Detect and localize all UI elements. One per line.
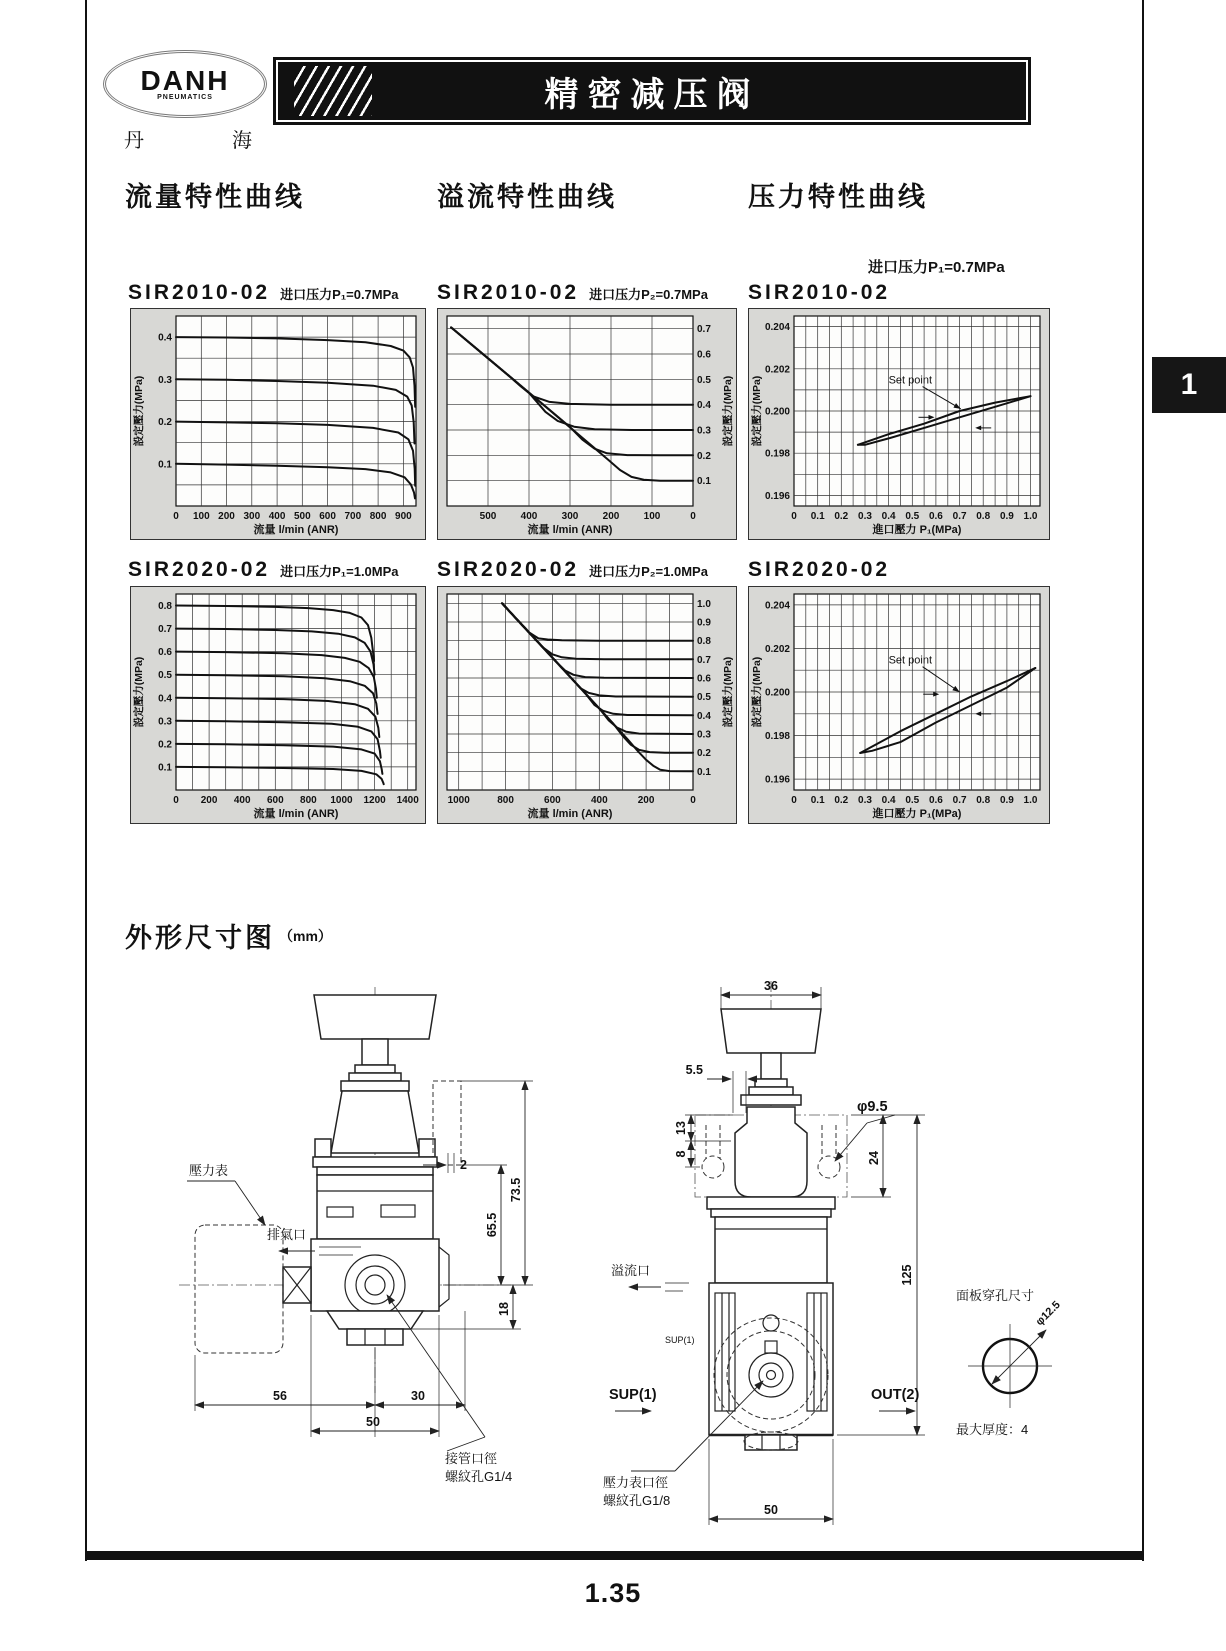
svg-text:0.3: 0.3 <box>158 716 172 728</box>
page-title-bar <box>273 57 1031 125</box>
svg-text:0.4: 0.4 <box>697 710 711 722</box>
sup-port-label: SUP(1) <box>609 1387 657 1403</box>
svg-text:0.1: 0.1 <box>158 762 172 774</box>
section-title-relief: 溢流特性曲线 <box>437 182 617 212</box>
svg-text:0.7: 0.7 <box>697 654 711 666</box>
side-view-drawing <box>595 975 940 1540</box>
footer-bar <box>85 1551 1144 1560</box>
svg-text:0: 0 <box>690 511 696 522</box>
svg-text:400: 400 <box>268 511 286 522</box>
svg-text:流量 l/min (ANR): 流量 l/min (ANR) <box>527 808 613 820</box>
knob-stem <box>362 1039 388 1065</box>
svg-text:進口壓力 P₁(MPa): 進口壓力 P₁(MPa) <box>872 808 962 820</box>
svg-text:0.1: 0.1 <box>810 511 825 522</box>
svg-text:0.7: 0.7 <box>952 511 967 522</box>
dimensions-section-title: 外形尺寸图 （mm） <box>125 923 332 953</box>
panel-hole-detail <box>948 1282 1148 1447</box>
title-stripes-decoration <box>294 66 372 116</box>
dim-125: 125 <box>900 1264 914 1286</box>
mounting-plate-dashed <box>433 1081 461 1165</box>
svg-text:Set point: Set point <box>888 374 933 387</box>
dim-30: 30 <box>411 1389 425 1403</box>
front-view-drawing <box>165 985 585 1535</box>
left-page-rule <box>85 0 87 1561</box>
svg-text:0.8: 0.8 <box>158 601 172 612</box>
svg-text:600: 600 <box>319 511 336 522</box>
dim-2: 2 <box>460 1158 467 1172</box>
dim-8: 8 <box>674 1150 688 1158</box>
svg-text:1.0: 1.0 <box>1023 795 1038 806</box>
svg-text:1000: 1000 <box>330 795 353 806</box>
svg-text:800: 800 <box>300 795 317 806</box>
page-title-inner <box>276 60 1028 122</box>
gauge-port-label-2: 螺紋孔G1/8 <box>603 1493 671 1508</box>
svg-text:0.2: 0.2 <box>697 450 711 462</box>
svg-text:200: 200 <box>200 795 218 806</box>
condition-line: 进口压力P₁=0.7MPa <box>868 259 1005 276</box>
chart-title-sir2020-relief: SIR2020-02 进口压力P₂=1.0MPa <box>437 558 708 581</box>
svg-text:700: 700 <box>344 511 362 522</box>
svg-text:300: 300 <box>243 511 261 522</box>
svg-text:設定壓力(MPa): 設定壓力(MPa) <box>133 656 145 728</box>
svg-text:0.204: 0.204 <box>764 322 790 334</box>
dim-5-5: 5.5 <box>685 1063 703 1077</box>
page-title: 精密减压阀 <box>544 75 760 114</box>
chart-sir2020-pressure <box>748 586 1050 824</box>
svg-text:0.6: 0.6 <box>158 647 172 659</box>
svg-text:500: 500 <box>293 511 311 522</box>
dim-56: 56 <box>273 1389 287 1403</box>
svg-text:0: 0 <box>690 795 696 806</box>
port-size-label-1: 接管口徑 <box>445 1451 498 1466</box>
svg-text:1.0: 1.0 <box>697 598 711 610</box>
chart-title-sir2010-pressure: SIR2010-02 <box>748 281 891 304</box>
chart-title-sir2010-flow: SIR2010-02 进口压力P₁=0.7MPa <box>128 281 399 304</box>
section-title-pressure: 压力特性曲线 <box>748 182 928 212</box>
mounting-bracket <box>735 1107 807 1197</box>
sup-port-small-label: SUP(1) <box>665 1335 695 1345</box>
svg-text:0: 0 <box>173 795 179 806</box>
svg-text:800: 800 <box>369 511 387 522</box>
dim-dia-9-5: φ9.5 <box>857 1099 888 1115</box>
chapter-tab <box>1152 357 1226 413</box>
svg-text:0: 0 <box>173 511 179 522</box>
svg-text:200: 200 <box>218 511 235 522</box>
dim-24: 24 <box>867 1151 881 1165</box>
svg-text:設定壓力(MPa): 設定壓力(MPa) <box>751 656 763 728</box>
svg-text:400: 400 <box>233 795 251 806</box>
svg-text:600: 600 <box>266 795 284 806</box>
svg-text:0.9: 0.9 <box>999 795 1014 806</box>
svg-text:0.200: 0.200 <box>764 406 790 418</box>
svg-text:1.0: 1.0 <box>1023 511 1038 522</box>
svg-text:0.5: 0.5 <box>697 692 711 704</box>
svg-text:0.4: 0.4 <box>158 332 172 344</box>
brand-subtitle: PNEUMATICS <box>157 93 213 101</box>
svg-text:0.5: 0.5 <box>905 795 920 806</box>
svg-text:0.1: 0.1 <box>697 766 711 778</box>
svg-text:設定壓力(MPa): 設定壓力(MPa) <box>751 375 763 447</box>
svg-text:0.2: 0.2 <box>697 748 711 760</box>
chart-title-sir2010-relief: SIR2010-02 进口压力P₂=0.7MPa <box>437 281 708 304</box>
svg-text:1200: 1200 <box>363 795 386 806</box>
adjust-knob <box>721 1009 821 1053</box>
svg-text:100: 100 <box>192 511 210 522</box>
svg-text:0.7: 0.7 <box>158 624 172 636</box>
knob-stem <box>761 1053 781 1079</box>
adjust-knob <box>314 995 436 1039</box>
svg-text:0.1: 0.1 <box>810 795 825 806</box>
dim-50: 50 <box>764 1503 778 1517</box>
svg-text:0.6: 0.6 <box>697 349 711 361</box>
svg-text:1400: 1400 <box>396 795 419 806</box>
svg-text:進口壓力 P₁(MPa): 進口壓力 P₁(MPa) <box>872 524 962 536</box>
svg-text:0.6: 0.6 <box>697 673 711 685</box>
section-title-flow: 流量特性曲线 <box>125 182 305 212</box>
svg-text:0.198: 0.198 <box>764 731 790 743</box>
chart-title-sir2020-pressure: SIR2020-02 <box>748 558 891 581</box>
dim-36: 36 <box>764 979 778 993</box>
svg-text:流量 l/min (ANR): 流量 l/min (ANR) <box>253 808 339 820</box>
svg-text:200: 200 <box>637 795 655 806</box>
svg-text:0.2: 0.2 <box>834 511 849 522</box>
gauge-label: 壓力表 <box>189 1163 229 1178</box>
pressure-gauge-dashed <box>195 1225 283 1353</box>
svg-text:0.4: 0.4 <box>697 400 711 412</box>
chart-title-sir2020-flow: SIR2020-02 进口压力P₁=1.0MPa <box>128 558 399 581</box>
chart-sir2020-relief <box>437 586 737 824</box>
svg-text:0.8: 0.8 <box>976 511 991 522</box>
svg-text:200: 200 <box>602 511 620 522</box>
svg-text:0.4: 0.4 <box>158 693 172 705</box>
svg-text:Set point: Set point <box>888 654 933 667</box>
valve-mid-body <box>715 1217 827 1283</box>
svg-text:0.3: 0.3 <box>858 795 872 806</box>
svg-text:0.2: 0.2 <box>158 417 172 429</box>
svg-text:0.3: 0.3 <box>697 729 711 741</box>
svg-text:0.202: 0.202 <box>764 643 790 655</box>
svg-text:流量 l/min (ANR): 流量 l/min (ANR) <box>527 524 613 536</box>
bracket-hole-left <box>702 1156 724 1178</box>
dim-73-5: 73.5 <box>509 1177 523 1203</box>
svg-text:0.3: 0.3 <box>158 374 172 386</box>
brand-logo <box>100 50 286 153</box>
svg-text:800: 800 <box>497 795 514 806</box>
brand-name-chinese: 丹 海 <box>124 130 286 152</box>
svg-text:0.5: 0.5 <box>697 374 711 386</box>
chart-sir2010-relief <box>437 308 737 540</box>
svg-text:0.6: 0.6 <box>928 511 943 522</box>
brand-name: DANH <box>140 64 230 96</box>
svg-text:0.7: 0.7 <box>697 324 711 336</box>
brand-logo-oval <box>103 50 267 118</box>
svg-text:600: 600 <box>544 795 561 806</box>
chapter-tab-label: 1 <box>1180 368 1198 401</box>
svg-text:0.5: 0.5 <box>905 511 920 522</box>
svg-text:設定壓力(MPa): 設定壓力(MPa) <box>722 375 734 447</box>
svg-text:0.202: 0.202 <box>764 364 790 376</box>
out-port-label: OUT(2) <box>871 1387 920 1403</box>
dim-65-5: 65.5 <box>485 1212 499 1238</box>
svg-text:0.4: 0.4 <box>881 795 896 806</box>
svg-text:0.3: 0.3 <box>697 425 711 437</box>
svg-text:500: 500 <box>479 511 497 522</box>
svg-text:設定壓力(MPa): 設定壓力(MPa) <box>133 375 145 447</box>
panel-max-thickness: 最大厚度：4 <box>956 1422 1029 1437</box>
svg-text:流量 l/min (ANR): 流量 l/min (ANR) <box>253 524 339 536</box>
page-number: 1.35 <box>584 1578 642 1608</box>
svg-text:0.8: 0.8 <box>697 636 711 648</box>
bottom-hex-nut <box>347 1329 403 1345</box>
exhaust-label: 排氣口 <box>267 1227 307 1242</box>
svg-text:1000: 1000 <box>447 795 470 806</box>
svg-text:0.8: 0.8 <box>976 795 991 806</box>
svg-text:0.4: 0.4 <box>881 511 896 522</box>
svg-text:300: 300 <box>561 511 579 522</box>
relief-port-label: 溢流口 <box>611 1263 651 1278</box>
svg-text:0.204: 0.204 <box>764 600 790 612</box>
svg-text:0.1: 0.1 <box>158 459 172 471</box>
svg-text:0.9: 0.9 <box>697 617 711 629</box>
svg-text:0.9: 0.9 <box>999 511 1014 522</box>
svg-text:400: 400 <box>520 511 538 522</box>
dim-18: 18 <box>497 1302 511 1316</box>
svg-text:設定壓力(MPa): 設定壓力(MPa) <box>722 656 734 728</box>
svg-text:0.196: 0.196 <box>764 774 790 786</box>
svg-text:0.3: 0.3 <box>858 511 872 522</box>
svg-text:0: 0 <box>791 511 797 522</box>
svg-text:0.198: 0.198 <box>764 448 790 460</box>
chart-sir2010-flow <box>130 308 426 540</box>
svg-text:900: 900 <box>395 511 412 522</box>
svg-text:100: 100 <box>643 511 661 522</box>
svg-text:0.1: 0.1 <box>697 476 711 488</box>
svg-text:0.200: 0.200 <box>764 687 790 699</box>
dim-dia-12-5: φ12.5 <box>1033 1298 1063 1329</box>
svg-text:400: 400 <box>590 795 608 806</box>
spring-bonnet <box>331 1091 419 1153</box>
svg-text:0.196: 0.196 <box>764 490 790 502</box>
svg-text:0.7: 0.7 <box>952 795 967 806</box>
chart-sir2010-pressure <box>748 308 1050 540</box>
dim-13: 13 <box>674 1121 688 1135</box>
panel-hole-title: 面板穿孔尺寸 <box>956 1288 1035 1303</box>
svg-text:0: 0 <box>791 795 797 806</box>
dim-50: 50 <box>366 1415 380 1429</box>
svg-text:0.2: 0.2 <box>158 739 172 751</box>
svg-text:0.2: 0.2 <box>834 795 849 806</box>
port-size-label-2: 螺紋孔G1/4 <box>445 1469 513 1484</box>
gauge-port-label-1: 壓力表口徑 <box>603 1475 669 1490</box>
svg-text:0.5: 0.5 <box>158 670 172 682</box>
chart-sir2020-flow <box>130 586 426 824</box>
svg-text:0.6: 0.6 <box>928 795 943 806</box>
